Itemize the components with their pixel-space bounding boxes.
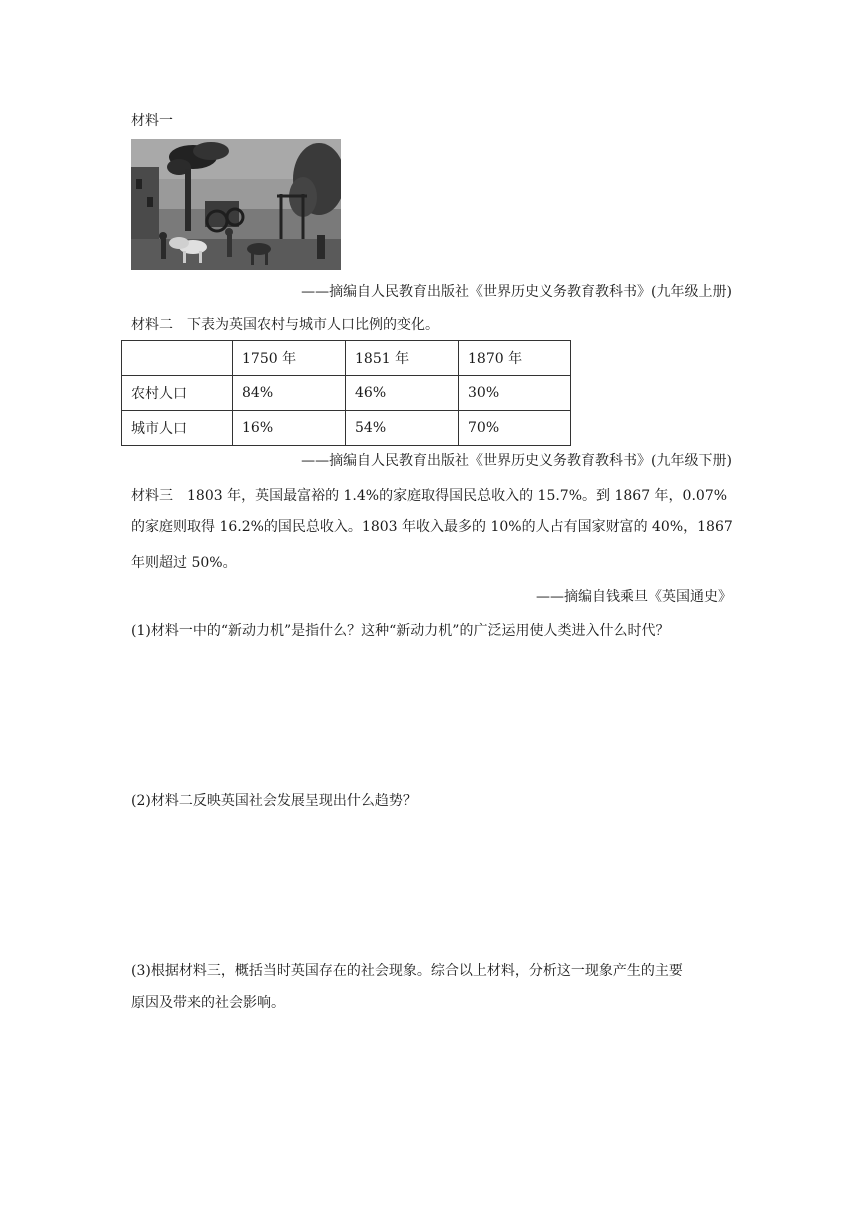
material3-line: 材料三 1803 年，英国最富裕的 1.4%的家庭取得国民总收入的 15.7%。到 1867 年，0.07% bbox=[131, 488, 728, 504]
table-header-row bbox=[122, 341, 571, 376]
table-header-cell bbox=[122, 341, 233, 376]
question-3-line: (3)根据材料三，概括当时英国存在的社会现象。综合以上材料，分析这一现象产生的主要 bbox=[131, 963, 683, 979]
table-cell: 16% bbox=[233, 411, 346, 446]
table-cell: 54% bbox=[346, 411, 459, 446]
table-row bbox=[122, 376, 571, 411]
table-cell: 30% bbox=[459, 376, 571, 411]
material3-line: 的家庭则取得 16.2%的国民总收入。1803 年收入最多的 10%的人占有国家财富的 40%，1867 bbox=[131, 519, 733, 535]
table-header-cell: 1870 年 bbox=[459, 341, 571, 376]
material2-intro: 材料二 下表为英国农村与城市人口比例的变化。 bbox=[131, 317, 439, 333]
table-cell: 84% bbox=[233, 376, 346, 411]
table-cell: 46% bbox=[346, 376, 459, 411]
table-cell: 城市人口 bbox=[122, 411, 233, 446]
table-cell: 70% bbox=[459, 411, 571, 446]
table-header-cell: 1851 年 bbox=[346, 341, 459, 376]
question-2: (2)材料二反映英国社会发展呈现出什么趋势？ bbox=[131, 793, 417, 809]
historical-engraving-image bbox=[131, 139, 341, 270]
material1-label: 材料一 bbox=[131, 113, 173, 129]
question-3-line: 原因及带来的社会影响。 bbox=[131, 995, 285, 1011]
population-table bbox=[121, 340, 571, 446]
question-1: (1)材料一中的“新动力机”是指什么？这种“新动力机”的广泛运用使人类进入什么时代？ bbox=[131, 623, 670, 639]
table-row bbox=[122, 411, 571, 446]
material3-source: ——摘编自钱乘旦《英国通史》 bbox=[536, 589, 732, 605]
material3-line: 年则超过 50%。 bbox=[131, 555, 237, 571]
table-header-cell: 1750 年 bbox=[233, 341, 346, 376]
material1-source: ——摘编自人民教育出版社《世界历史义务教育教科书》(九年级上册) bbox=[301, 284, 732, 300]
table-cell: 农村人口 bbox=[122, 376, 233, 411]
material2-source: ——摘编自人民教育出版社《世界历史义务教育教科书》(九年级下册) bbox=[301, 453, 732, 469]
